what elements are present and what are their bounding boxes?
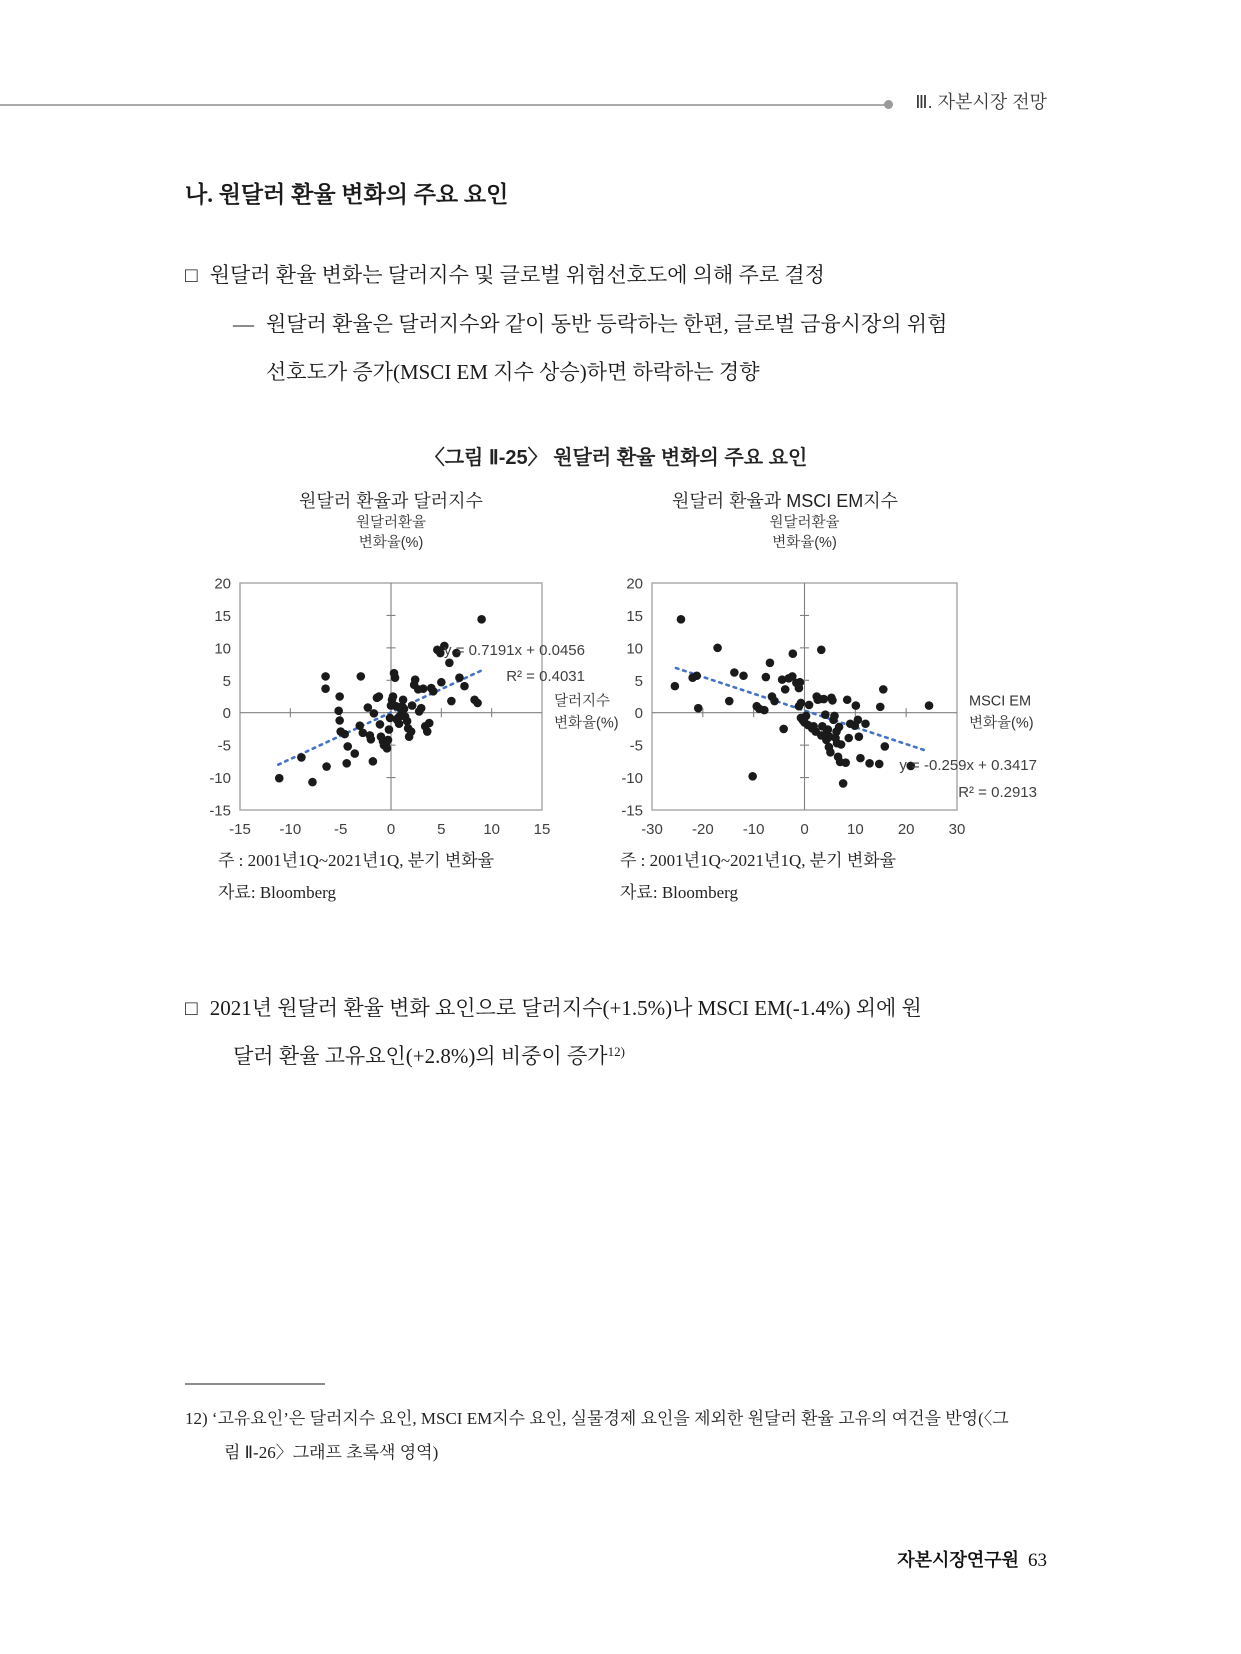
svg-text:-5: -5 bbox=[217, 737, 231, 755]
svg-text:15: 15 bbox=[626, 607, 643, 625]
svg-text:달러지수: 달러지수 bbox=[554, 693, 611, 710]
svg-text:y = -0.259x + 0.3417: y = -0.259x + 0.3417 bbox=[899, 757, 1037, 774]
paragraph1-line1 bbox=[185, 259, 825, 289]
svg-text:0: 0 bbox=[386, 821, 396, 838]
paragraph2-line2-text: 달러 환율 고유요인(+2.8%)의 비중이 증가 bbox=[233, 1044, 608, 1068]
svg-text:15: 15 bbox=[533, 821, 551, 838]
svg-text:-10: -10 bbox=[279, 821, 302, 838]
svg-text:변화율(%): 변화율(%) bbox=[358, 535, 424, 551]
footnote-ref: 12) bbox=[607, 1044, 625, 1059]
svg-text:0: 0 bbox=[634, 705, 643, 723]
svg-text:20: 20 bbox=[626, 575, 643, 593]
footnote-divider bbox=[185, 1383, 325, 1385]
running-header: Ⅲ. 자본시장 전망 bbox=[915, 92, 1047, 112]
chart-subtitle-msci-em: 원달러 환율과 MSCI EM지수 bbox=[671, 491, 899, 511]
svg-text:-10: -10 bbox=[621, 770, 643, 788]
svg-text:10: 10 bbox=[214, 640, 231, 658]
square-bullet: □ bbox=[185, 996, 198, 1020]
publisher-name: 자본시장연구원 bbox=[897, 1550, 1019, 1570]
svg-text:-20: -20 bbox=[691, 821, 714, 838]
svg-text:변화율(%): 변화율(%) bbox=[554, 715, 619, 732]
svg-text:R² = 0.2913: R² = 0.2913 bbox=[958, 784, 1037, 801]
svg-text:10: 10 bbox=[483, 821, 501, 838]
svg-text:0: 0 bbox=[800, 821, 809, 838]
figure-title: 〈그림 Ⅱ-25〉 원달러 환율 변화의 주요 요인 bbox=[424, 447, 808, 469]
svg-text:0: 0 bbox=[222, 705, 231, 723]
paragraph2-line1 bbox=[185, 992, 922, 1022]
svg-text:5: 5 bbox=[222, 672, 231, 690]
paragraph1-line3: 선호도가 증가(MSCI EM 지수 상승)하면 하락하는 경향 bbox=[266, 360, 760, 384]
svg-text:원달러환율: 원달러환율 bbox=[769, 515, 840, 531]
svg-text:y = 0.7191x + 0.0456: y = 0.7191x + 0.0456 bbox=[444, 642, 585, 659]
svg-text:-5: -5 bbox=[629, 737, 643, 755]
chart-subtitle-dollar-index: 원달러 환율과 달러지수 bbox=[299, 491, 483, 511]
paragraph1-line2-text: 원달러 환율은 달러지수와 같이 동반 등락하는 한편, 글로벌 금융시장의 위험 bbox=[266, 312, 948, 336]
dash-bullet: — bbox=[233, 312, 254, 336]
svg-text:15: 15 bbox=[214, 607, 231, 625]
chart-note-right: 주 : 2001년1Q~2021년1Q, 분기 변화율 bbox=[620, 851, 897, 870]
svg-text:변화율(%): 변화율(%) bbox=[969, 715, 1034, 732]
scatter-chart-dollar-index bbox=[185, 505, 645, 850]
paragraph2-line1-text: 2021년 원달러 환율 변화 요인으로 달러지수(+1.5%)나 MSCI EM(-1.4%) 외에 원 bbox=[209, 996, 922, 1020]
svg-text:-10: -10 bbox=[742, 821, 765, 838]
paragraph1-line1-text: 원달러 환율 변화는 달러지수 및 글로벌 위험선호도에 의해 주로 결정 bbox=[209, 263, 825, 287]
svg-text:-10: -10 bbox=[209, 770, 231, 788]
svg-text:10: 10 bbox=[626, 640, 643, 658]
section-title: 나. 원달러 환율 변화의 주요 요인 bbox=[185, 182, 509, 207]
svg-text:-15: -15 bbox=[209, 802, 231, 820]
header-rule-dot bbox=[884, 100, 893, 109]
svg-text:10: 10 bbox=[846, 821, 864, 838]
footnote-line1: 12) ‘고유요인’은 달러지수 요인, MSCI EM지수 요인, 실물경제 요인을 제외한 원달러 환율 고유의 여건을 반영(〈그 bbox=[185, 1409, 1009, 1428]
svg-text:MSCI EM: MSCI EM bbox=[969, 693, 1032, 710]
page-footer bbox=[897, 1546, 1047, 1572]
svg-text:20: 20 bbox=[897, 821, 915, 838]
chart-note-left: 주 : 2001년1Q~2021년1Q, 분기 변화율 bbox=[218, 851, 495, 870]
svg-text:-5: -5 bbox=[333, 821, 348, 838]
chart-source-right: 자료: Bloomberg bbox=[620, 883, 739, 902]
svg-text:5: 5 bbox=[634, 672, 643, 690]
header-rule bbox=[0, 104, 886, 106]
svg-text:-30: -30 bbox=[641, 821, 663, 838]
paragraph2-line2 bbox=[233, 1040, 625, 1070]
scatter-chart-msci-em bbox=[597, 505, 1067, 850]
svg-text:-15: -15 bbox=[621, 802, 643, 820]
svg-text:R² = 0.4031: R² = 0.4031 bbox=[506, 668, 585, 685]
footnote-line2: 림 Ⅱ-26〉그래프 초록색 영역) bbox=[224, 1443, 439, 1462]
square-bullet: □ bbox=[185, 263, 198, 287]
svg-text:변화율(%): 변화율(%) bbox=[772, 535, 837, 551]
svg-text:5: 5 bbox=[437, 821, 446, 838]
paragraph1-line2 bbox=[233, 308, 947, 338]
svg-text:-15: -15 bbox=[229, 821, 251, 838]
chart-source-left: 자료: Bloomberg bbox=[218, 883, 337, 902]
svg-text:20: 20 bbox=[214, 575, 231, 593]
page-number: 63 bbox=[1028, 1550, 1047, 1571]
svg-text:원달러환율: 원달러환율 bbox=[355, 515, 427, 531]
svg-text:30: 30 bbox=[948, 821, 966, 838]
